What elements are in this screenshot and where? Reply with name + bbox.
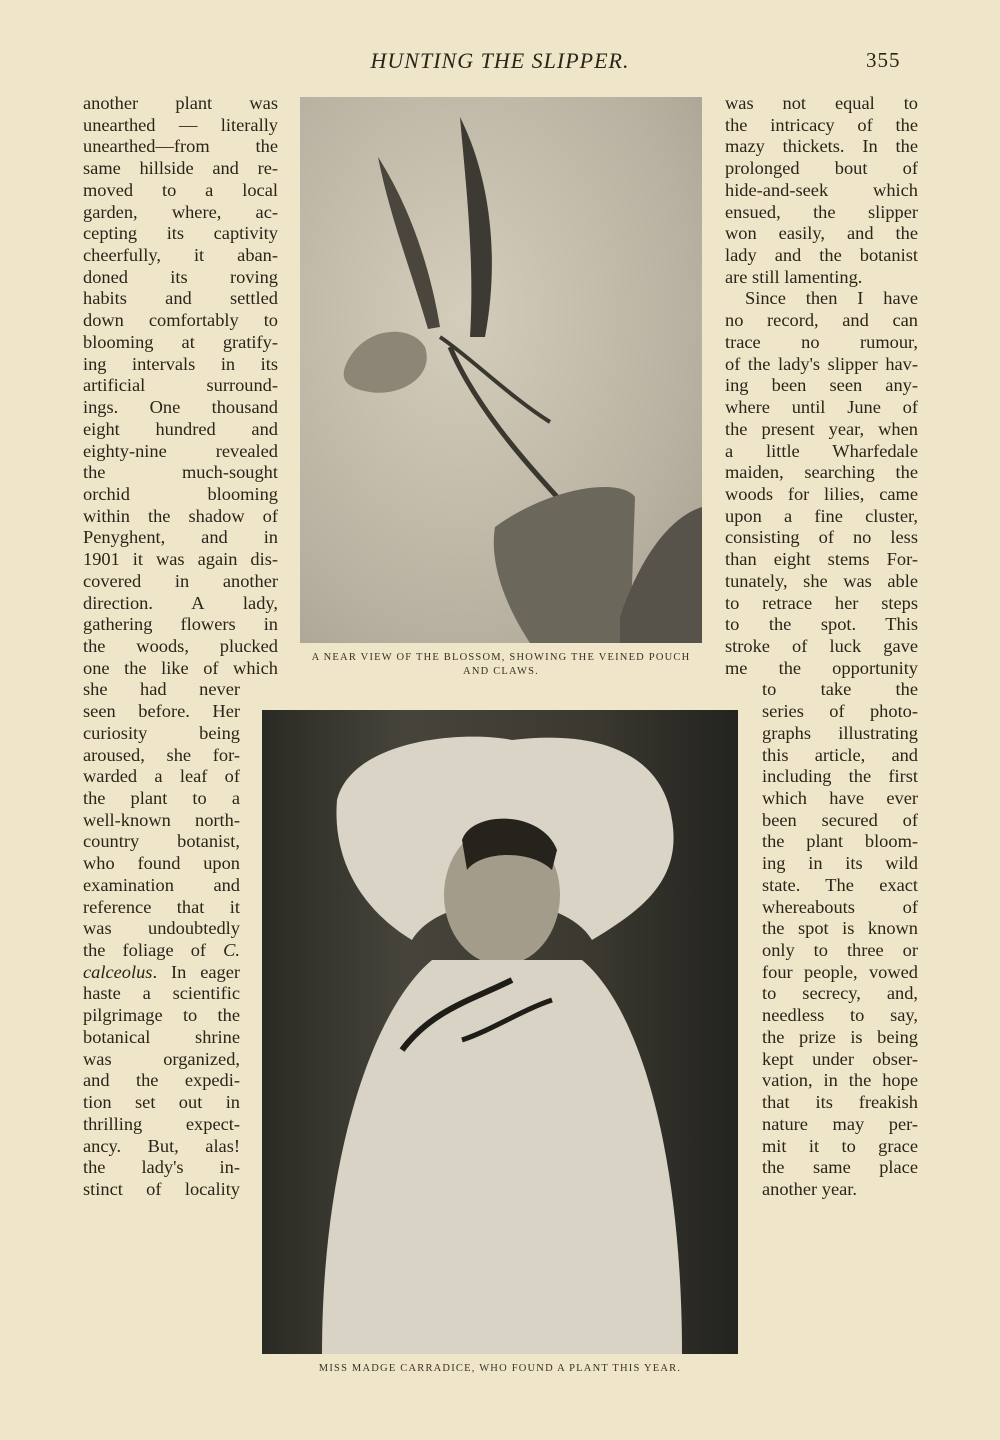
text-line: eighty-nine revealed — [83, 440, 278, 461]
text-line: moved to a local — [83, 179, 278, 200]
text-line: pilgrimage to the — [83, 1005, 240, 1026]
text-line: one the like of which — [83, 657, 278, 678]
text-line: unearthed—from the — [83, 136, 278, 157]
text-line: that its freakish — [762, 1092, 918, 1113]
text-line: hide-and-seek which — [725, 179, 918, 200]
text-line: including the first — [762, 766, 918, 787]
text-line: to take the — [762, 679, 918, 700]
text-line: haste a scientific — [83, 983, 240, 1004]
text-line: are still lamenting. — [725, 266, 863, 287]
text-line: artificial surround- — [83, 375, 278, 396]
text-line: ensued, the slipper — [725, 201, 918, 222]
text-line: ancy. But, alas! — [83, 1135, 240, 1156]
text-line: within the shadow of — [83, 505, 278, 526]
text-line: to the spot. This — [725, 614, 918, 635]
text-line: to retrace her steps — [725, 592, 918, 613]
text-line: covered in another — [83, 570, 278, 591]
text-line: cepting its captivity — [83, 223, 278, 244]
text-line: tion set out in — [83, 1092, 240, 1113]
text-line: habits and settled — [83, 288, 278, 309]
text-line: maiden, searching the — [725, 462, 918, 483]
text-line: mit it to grace — [762, 1135, 918, 1156]
text-line: the much-sought — [83, 462, 278, 483]
text-line: trace no rumour, — [725, 331, 918, 352]
text-line: the plant bloom- — [762, 831, 918, 852]
text-line: won easily, and the — [725, 223, 918, 244]
text-line: who found upon — [83, 853, 240, 874]
text-line: consisting of no less — [725, 527, 918, 548]
text-line: same hillside and re- — [83, 158, 278, 179]
text-line: she had never — [83, 679, 240, 700]
text-line: seen before. Her — [83, 701, 240, 722]
text-line: no record, and can — [725, 310, 918, 331]
text-line: which have ever — [762, 788, 918, 808]
text-line: been secured of — [762, 809, 918, 830]
text-line: ings. One thousand — [83, 397, 278, 418]
figure-caption: A NEAR VIEW OF THE BLOSSOM, SHOWING THE VEINED POUCH AND CLAWS. — [311, 652, 691, 677]
text-line: examination and — [83, 874, 240, 895]
text-line: stinct of locality — [83, 1178, 240, 1199]
text-line: where until June of — [725, 397, 918, 418]
text-line: the woods, plucked — [83, 635, 278, 656]
text-line: tunately, she was able — [725, 570, 918, 591]
text-line: well-known north- — [83, 809, 240, 830]
text-line: warded a leaf of — [83, 766, 240, 787]
text-line: than eight stems For- — [725, 549, 918, 570]
text-line: to secrecy, and, — [762, 983, 918, 1004]
text-line: lady and the botanist — [725, 245, 918, 266]
text-line: nature may per- — [762, 1113, 918, 1134]
text-line: cheerfully, it aban- — [83, 245, 278, 266]
text-line: gathering flowers in — [83, 614, 278, 635]
text-line: prolonged bout of — [725, 158, 918, 179]
text-line: calceolus. In eager — [83, 961, 240, 982]
text-line: was undoubtedly — [83, 918, 240, 939]
text-line: whereabouts of — [762, 896, 918, 917]
text-line: ing intervals in its — [83, 353, 278, 374]
right-text-column — [725, 93, 918, 1201]
text-line: ing in its wild — [762, 853, 918, 874]
text-line: the same place — [762, 1157, 918, 1178]
orchid-blossom-photo — [300, 97, 702, 643]
text-line: botanical shrine — [83, 1026, 240, 1047]
text-line: graphs illustrating — [762, 722, 918, 743]
text-line: Penyghent, and in — [83, 527, 278, 548]
text-line: state. The exact — [762, 874, 918, 895]
text-line: the prize is being — [762, 1026, 918, 1047]
text-line: was organized, — [83, 1048, 240, 1069]
text-line: me the opportunity — [725, 657, 918, 678]
text-line: the present year, when — [725, 418, 918, 439]
text-line: curiosity being — [83, 722, 240, 743]
text-line: another year. — [762, 1178, 857, 1199]
figure-caption: MISS MADGE CARRADICE, WHO FOUND A PLANT THIS YEAR. — [318, 1363, 682, 1374]
text-line: needless to say, — [762, 1005, 918, 1026]
text-line: woods for lilies, came — [725, 483, 918, 504]
text-line: down comfortably to — [83, 310, 278, 331]
text-line: stroke of luck gave — [725, 635, 918, 656]
text-line: the spot is known — [762, 918, 918, 939]
text-line: 1901 it was again dis- — [83, 549, 278, 570]
text-line: country botanist, — [83, 831, 240, 852]
girl-in-bonnet-photo — [262, 710, 738, 1354]
text-line: another plant was — [83, 93, 278, 113]
text-line: thrilling expect- — [83, 1113, 240, 1134]
text-line: ing been seen any- — [725, 375, 918, 396]
text-line: the foliage of C. — [83, 940, 240, 961]
text-line: this article, and — [762, 744, 918, 765]
text-line: blooming at gratify- — [83, 331, 278, 352]
text-line: eight hundred and — [83, 418, 278, 439]
text-line: only to three or — [762, 940, 918, 961]
text-line: the plant to a — [83, 788, 240, 808]
text-line: a little Wharfedale — [725, 440, 918, 461]
left-text-column — [83, 93, 278, 1201]
text-line: doned its roving — [83, 266, 278, 287]
text-line: orchid blooming — [83, 483, 278, 504]
text-line: series of photo- — [762, 701, 918, 722]
text-line: Since then I have — [745, 288, 918, 309]
running-title: HUNTING THE SLIPPER. — [370, 48, 630, 73]
text-line: mazy thickets. In the — [725, 136, 918, 157]
text-line: aroused, she for- — [83, 744, 240, 765]
text-line: the lady's in- — [83, 1157, 240, 1178]
text-line: kept under obser- — [762, 1048, 918, 1069]
page-number: 355 — [866, 48, 901, 72]
text-line: reference that it — [83, 896, 240, 917]
text-line: and the expedi- — [83, 1070, 240, 1091]
text-line: upon a fine cluster, — [725, 505, 918, 526]
text-line: four people, vowed — [762, 961, 918, 982]
text-line: of the lady's slipper hav- — [725, 353, 918, 374]
text-line: was not equal to — [725, 93, 918, 113]
text-line: vation, in the hope — [762, 1070, 918, 1091]
text-line: direction. A lady, — [83, 592, 278, 613]
text-line: unearthed — literally — [83, 114, 278, 135]
text-line: the intricacy of the — [725, 114, 918, 135]
text-line: garden, where, ac- — [83, 201, 278, 222]
